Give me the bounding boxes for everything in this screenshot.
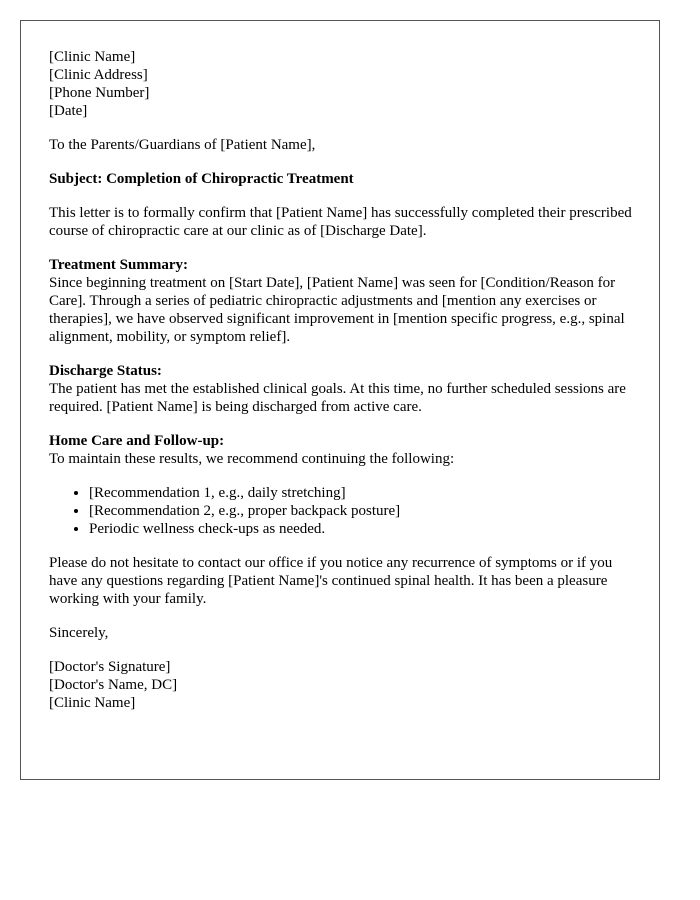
list-item: • [Recommendation 1, e.g., daily stretching] <box>89 484 639 502</box>
letter-header <box>49 48 639 120</box>
treatment-summary-heading: Treatment Summary: <box>49 257 188 273</box>
discharge-status-text: The patient has met the established clinical goals. At this time, no further scheduled sessions are required. [Patient Name] is being discharged from active care. <box>49 381 626 415</box>
list-item: • Periodic wellness check-ups as needed. <box>89 520 639 538</box>
salutation: To the Parents/Guardians of [Patient Name], <box>49 137 316 153</box>
treatment-summary-section <box>49 256 639 346</box>
phone-number: [Phone Number] <box>49 85 150 101</box>
signature-block <box>49 658 639 712</box>
home-care-section <box>49 432 639 538</box>
discharge-status-heading: Discharge Status: <box>49 363 162 379</box>
closing-paragraph: Please do not hesitate to contact our office if you notice any recurrence of symptoms or if you have any questions regarding [Patient Name]'s continued spinal health. It has been a pleasure working with your family. <box>49 555 613 607</box>
doctor-signature: [Doctor's Signature] <box>49 659 171 675</box>
clinic-name: [Clinic Name] <box>49 49 136 65</box>
clinic-address: [Clinic Address] <box>49 67 148 83</box>
list-item: • [Recommendation 2, e.g., proper backpack posture] <box>89 502 639 520</box>
letter-body <box>49 48 639 728</box>
treatment-summary-text: Since beginning treatment on [Start Date], [Patient Name] was seen for [Condition/Reason for Care]. Through a series of pediatric chiropractic adjustments and [mention any exercises or therapies], we have observed significant improvement in [mention specific progress, e.g., spinal alignment, mobility, or symptom relief]. <box>49 275 625 345</box>
home-care-heading: Home Care and Follow-up: <box>49 433 225 449</box>
letter-frame <box>20 20 660 780</box>
doctor-name: [Doctor's Name, DC] <box>49 677 178 693</box>
sign-off: Sincerely, <box>49 625 109 641</box>
recommendation-list <box>49 484 639 538</box>
signature-clinic-name: [Clinic Name] <box>49 695 136 711</box>
discharge-status-section <box>49 362 639 416</box>
letter-date: [Date] <box>49 103 88 119</box>
home-care-text: To maintain these results, we recommend continuing the following: <box>49 451 455 467</box>
subject-line: Subject: Completion of Chiropractic Treatment <box>49 171 354 187</box>
intro-paragraph: This letter is to formally confirm that [Patient Name] has successfully completed their prescribed course of chiropractic care at our clinic as of [Discharge Date]. <box>49 205 632 239</box>
